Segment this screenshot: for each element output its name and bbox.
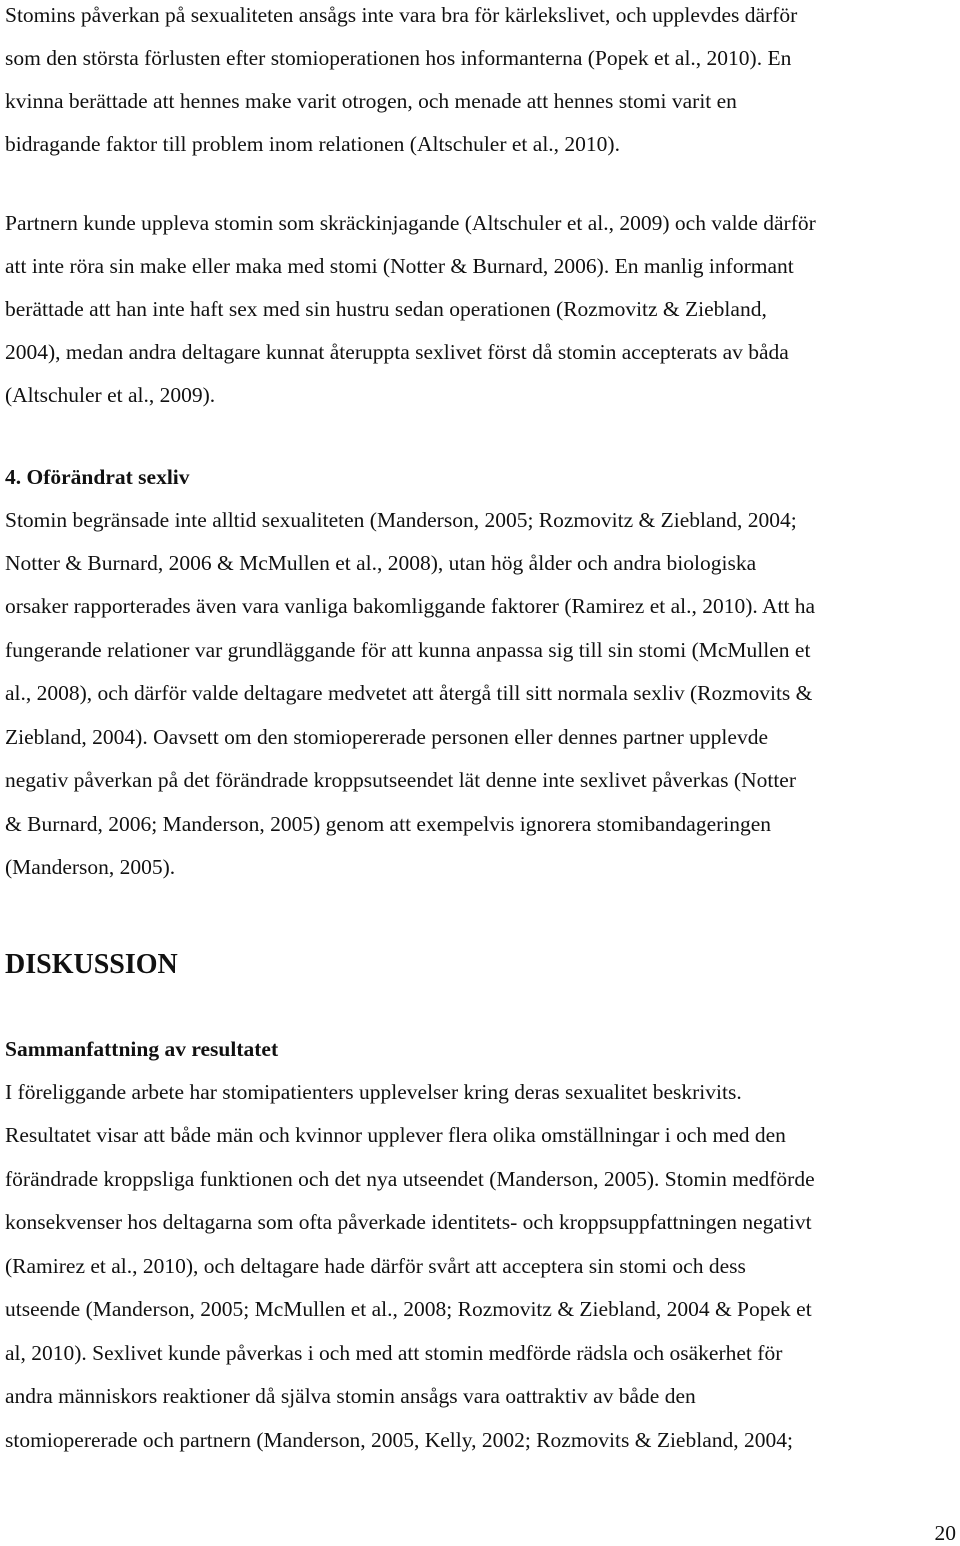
text-line: negativ påverkan på det förändrade kroppsutseendet lät denne inte sexlivet påverkas (Notter	[5, 768, 797, 792]
section-heading: 4. Oförändrat sexliv	[5, 465, 190, 489]
text-line: Stomins påverkan på sexualiteten ansågs inte vara bra för kärlekslivet, och upplevdes därför	[5, 3, 798, 27]
text-line: Ziebland, 2004). Oavsett om den stomiopererade personen eller dennes partner upplevde	[5, 725, 768, 749]
text-line: berättade att han inte haft sex med sin hustru sedan operationen (Rozmovitz & Ziebland,	[5, 297, 767, 321]
text-line: andra människors reaktioner då själva stomin ansågs vara oattraktiv av både den	[5, 1384, 696, 1408]
text-line: (Altschuler et al., 2009).	[5, 383, 216, 407]
page-number: 20	[934, 1521, 956, 1545]
text-line: Notter & Burnard, 2006 & McMullen et al., 2008), utan hög ålder och andra biologiska	[5, 551, 757, 575]
text-line: att inte röra sin make eller maka med stomi (Notter & Burnard, 2006). En manlig informant	[5, 254, 794, 278]
text-line: utseende (Manderson, 2005; McMullen et al., 2008; Rozmovitz & Ziebland, 2004 & Popek et	[5, 1297, 812, 1321]
text-line: bidragande faktor till problem inom relationen (Altschuler et al., 2010).	[5, 132, 620, 156]
text-line: 2004), medan andra deltagare kunnat återuppta sexlivet först då stomin accepterats av båda	[5, 340, 789, 364]
text-line: & Burnard, 2006; Manderson, 2005) genom att exempelvis ignorera stomibandageringen	[5, 812, 772, 836]
text-line: Stomin begränsade inte alltid sexualiteten (Manderson, 2005; Rozmovitz & Ziebland, 2004;	[5, 508, 797, 532]
text-line: Resultatet visar att både män och kvinnor upplever flera olika omställningar i och med den	[5, 1123, 786, 1147]
text-line: konsekvenser hos deltagarna som ofta påverkade identitets- och kroppsuppfattningen negativt	[5, 1210, 812, 1234]
text-line: stomiopererade och partnern (Manderson, 2005, Kelly, 2002; Rozmovits & Ziebland, 2004;	[5, 1428, 793, 1452]
text-line: som den största förlusten efter stomioperationen hos informanterna (Popek et al., 2010). En	[5, 46, 792, 70]
text-line: al, 2010). Sexlivet kunde påverkas i och med att stomin medförde rädsla och osäkerhet för	[5, 1341, 783, 1365]
text-line: orsaker rapporterades även vara vanliga bakomliggande faktorer (Ramirez et al., 2010). Att ha	[5, 594, 816, 618]
text-line: Partnern kunde uppleva stomin som skräckinjagande (Altschuler et al., 2009) och valde därför	[5, 211, 816, 235]
chapter-heading: DISKUSSION	[5, 949, 178, 980]
text-line: fungerande relationer var grundläggande för att kunna anpassa sig till sin stomi (McMullen et	[5, 638, 811, 662]
text-line: kvinna berättade att hennes make varit otrogen, och menade att hennes stomi varit en	[5, 89, 737, 113]
text-line: (Manderson, 2005).	[5, 855, 176, 879]
text-line: al., 2008), och därför valde deltagare medvetet att återgå till sitt normala sexliv (Rozmovits &	[5, 681, 813, 705]
subsection-heading: Sammanfattning av resultatet	[5, 1037, 279, 1061]
text-line: (Ramirez et al., 2010), och deltagare hade därför svårt att acceptera sin stomi och dess	[5, 1254, 746, 1278]
text-line: I föreliggande arbete har stomipatienters upplevelser kring deras sexualitet beskrivits.	[5, 1080, 742, 1104]
text-line: förändrade kroppsliga funktionen och det nya utseendet (Manderson, 2005). Stomin medförde	[5, 1167, 815, 1191]
